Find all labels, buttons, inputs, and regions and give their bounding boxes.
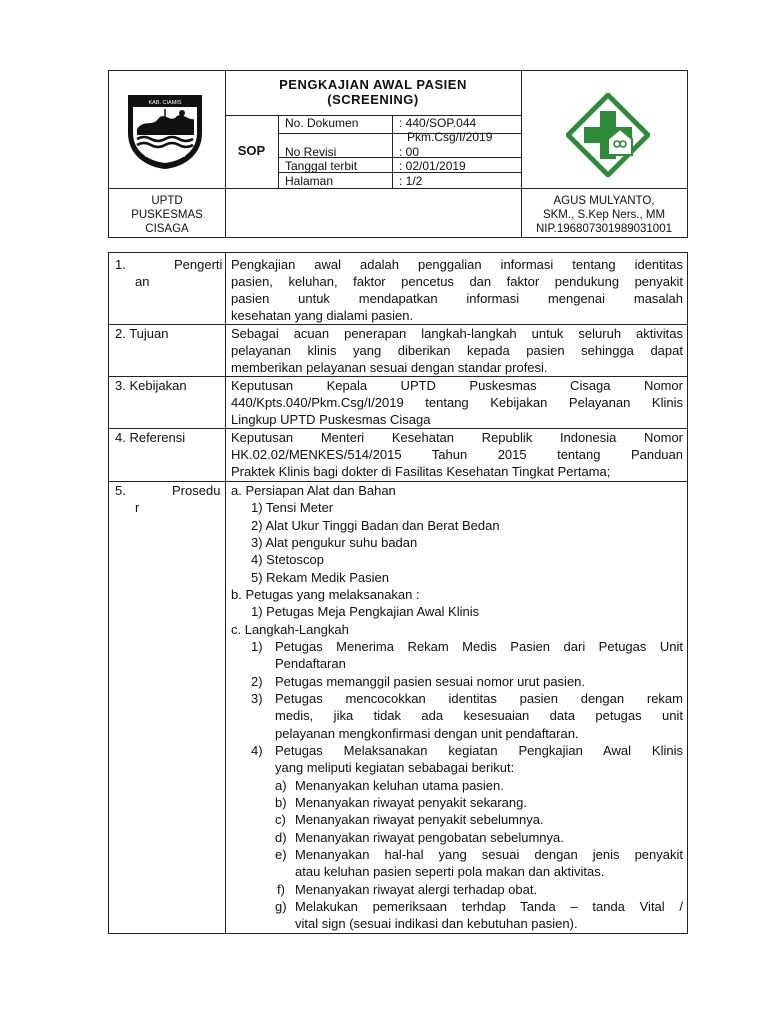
- sub-item-text: Menanyakan riwayat alergi terhadap obat.: [295, 882, 538, 897]
- step-text: Petugas Menerima Rekam Medis Pasien dari Petugas Unit: [275, 639, 683, 654]
- kebijakan-line: 440/Kpts.040/Pkm.Csg/I/2019 tentang Kebijakan Pelayanan Klinis: [231, 395, 683, 410]
- issue-date-label: Tanggal terbit: [285, 159, 358, 173]
- step-text: yang meliputi kegiatan sebabagai berikut:: [275, 760, 515, 775]
- list-item: 4) Stetoscop: [251, 552, 324, 567]
- step-text: medis, jika tidak ada kesesuaian data petugas unit: [275, 708, 683, 723]
- kebijakan-label: 3. Kebijakan: [115, 378, 187, 393]
- signer-title: SKM., S.Kep Ners., MM: [542, 209, 666, 221]
- emblem-motto-text: Rahayu Ayuna Kota: [144, 153, 186, 158]
- referensi-line: Praktek Klinis bagi dokter di Fasilitas Kesehatan Tingkat Pertama;: [231, 464, 611, 479]
- kebijakan-line: Lingkup UPTD Puskesmas Cisaga: [231, 412, 431, 427]
- sop-header-table: [108, 70, 688, 238]
- petugas-title: b. Petugas yang melaksanakan :: [231, 587, 420, 602]
- list-item: 2) Alat Ukur Tinggi Badan dan Berat Bedan: [251, 518, 500, 533]
- doc-number-label: No. Dokumen: [285, 116, 359, 130]
- step-text: Petugas mencocokkan identitas pasien dengan rekam: [275, 691, 683, 706]
- doc-number-value-2: Pkm.Csg/I/2019: [407, 130, 493, 144]
- step-text: Petugas memanggil pasien sesuai nomor urut pasien.: [275, 674, 586, 689]
- tujuan-line: pelayanan klinis yang diberikan kepada pasien sehingga dapat: [231, 343, 683, 358]
- pengertian-line: pasien untuk mendapatkan informasi mengenai masalah: [231, 291, 683, 306]
- page-value: : 1/2: [399, 174, 423, 188]
- issue-date-value: : 02/01/2019: [399, 159, 466, 173]
- sop-content-table: [108, 252, 688, 934]
- tujuan-label: 2. Tujuan: [115, 326, 169, 341]
- kabupaten-ciamis-emblem: [124, 89, 206, 171]
- doc-number-value: : 440/SOP.044: [399, 116, 477, 130]
- prosedur-number: 5.: [115, 483, 126, 498]
- referensi-line: Keputusan Menteri Kesehatan Republik Indonesia Nomor: [231, 430, 683, 445]
- step-text: pelayanan mengkonfirmasi dengan unit pendaftaran.: [275, 726, 579, 741]
- langkah-title: c. Langkah-Langkah: [231, 622, 349, 637]
- step-number: 1): [251, 639, 263, 654]
- sub-item-text: vital sign (sesuai indikasi dan kebutuhan pasien).: [295, 916, 578, 931]
- referensi-label: 4. Referensi: [115, 430, 186, 445]
- list-item: 3) Alat pengukur suhu badan: [251, 535, 418, 550]
- kebijakan-line: Keputusan Kepala UPTD Puskesmas Cisaga Nomor: [231, 378, 683, 393]
- persiapan-title: a. Persiapan Alat dan Bahan: [231, 483, 396, 498]
- org-line-1: UPTD: [151, 195, 183, 207]
- signer-name: AGUS MULYANTO,: [553, 195, 655, 207]
- signer-nip: NIP.196807301989031001: [535, 223, 672, 235]
- sop-label: SOP: [237, 143, 266, 158]
- org-line-3: CISAGA: [145, 223, 189, 235]
- sub-item-number: a): [275, 778, 287, 793]
- page-label: Halaman: [285, 174, 334, 188]
- step-text: Pendaftaran: [275, 656, 346, 671]
- pengertian-line: Pengkajian awal adalah penggalian informasi tentang identitas: [231, 257, 683, 272]
- pengertian-label: Pengerti: [174, 257, 223, 272]
- pengertian-number: 1.: [115, 257, 126, 272]
- sub-item-text: Melakukan pemeriksaan terhdap Tanda – tanda Vital /: [295, 899, 683, 914]
- sub-item-text: atau keluhan pasien seperti pola makan dan aktivitas.: [295, 864, 605, 879]
- signer-block: [521, 194, 687, 236]
- prosedur-label-cont: r: [135, 500, 140, 515]
- pengertian-line: kesehatan yang dialami pasien.: [231, 308, 414, 323]
- sub-item-number: e): [275, 847, 287, 862]
- sub-item-number: f): [277, 882, 285, 897]
- pengertian-line: pasien, keluhan, faktor pencetus dan faktor pendukung penyakit: [231, 274, 683, 289]
- sub-item-number: c): [275, 812, 286, 827]
- list-item: 5) Rekam Medik Pasien: [251, 570, 389, 585]
- sub-item-number: d): [275, 830, 287, 845]
- sub-item-number: b): [275, 795, 287, 810]
- tujuan-line: Sebagai acuan penerapan langkah-langkah untuk seluruh aktivitas: [231, 326, 683, 341]
- list-item: 1) Petugas Meja Pengkajian Awal Klinis: [251, 604, 480, 619]
- sub-item-text: Menanyakan hal-hal yang sesuai dengan jenis penyakit: [295, 847, 683, 862]
- revision-value: : 00: [399, 145, 420, 159]
- sub-item-number: g): [275, 899, 287, 914]
- referensi-line: HK.02.02/MENKES/514/2015 Tahun 2015 tentang Panduan: [231, 447, 683, 462]
- tujuan-line: memberikan pelayanan sesuai dengan standar profesi.: [231, 360, 548, 375]
- sub-item-text: Menanyakan riwayat penyakit sekarang.: [295, 795, 527, 810]
- revision-label: No Revisi: [285, 145, 337, 159]
- prosedur-label: Prosedu: [172, 483, 221, 498]
- puskesmas-logo: [566, 93, 650, 177]
- sub-item-text: Menanyakan riwayat pengobatan sebelumnya.: [295, 830, 564, 845]
- title-line-2: (SCREENING): [327, 92, 419, 107]
- org-line-2: PUSKESMAS: [131, 209, 203, 221]
- step-number: 2): [251, 674, 263, 689]
- document-title: [225, 77, 521, 107]
- emblem-top-text: KAB. CIAMIS: [148, 100, 182, 106]
- pengertian-label-cont: an: [135, 274, 150, 289]
- list-item: 1) Tensi Meter: [251, 500, 334, 515]
- step-number: 4): [251, 743, 263, 758]
- organization-name: [109, 194, 225, 236]
- step-number: 3): [251, 691, 263, 706]
- sub-item-text: Menanyakan keluhan utama pasien.: [295, 778, 504, 793]
- title-line-1: PENGKAJIAN AWAL PASIEN: [279, 77, 467, 92]
- step-text: Petugas Melaksanakan kegiatan Pengkajian Awal Klinis: [275, 743, 683, 758]
- sub-item-text: Menanyakan riwayat penyakit sebelumnya.: [295, 812, 544, 827]
